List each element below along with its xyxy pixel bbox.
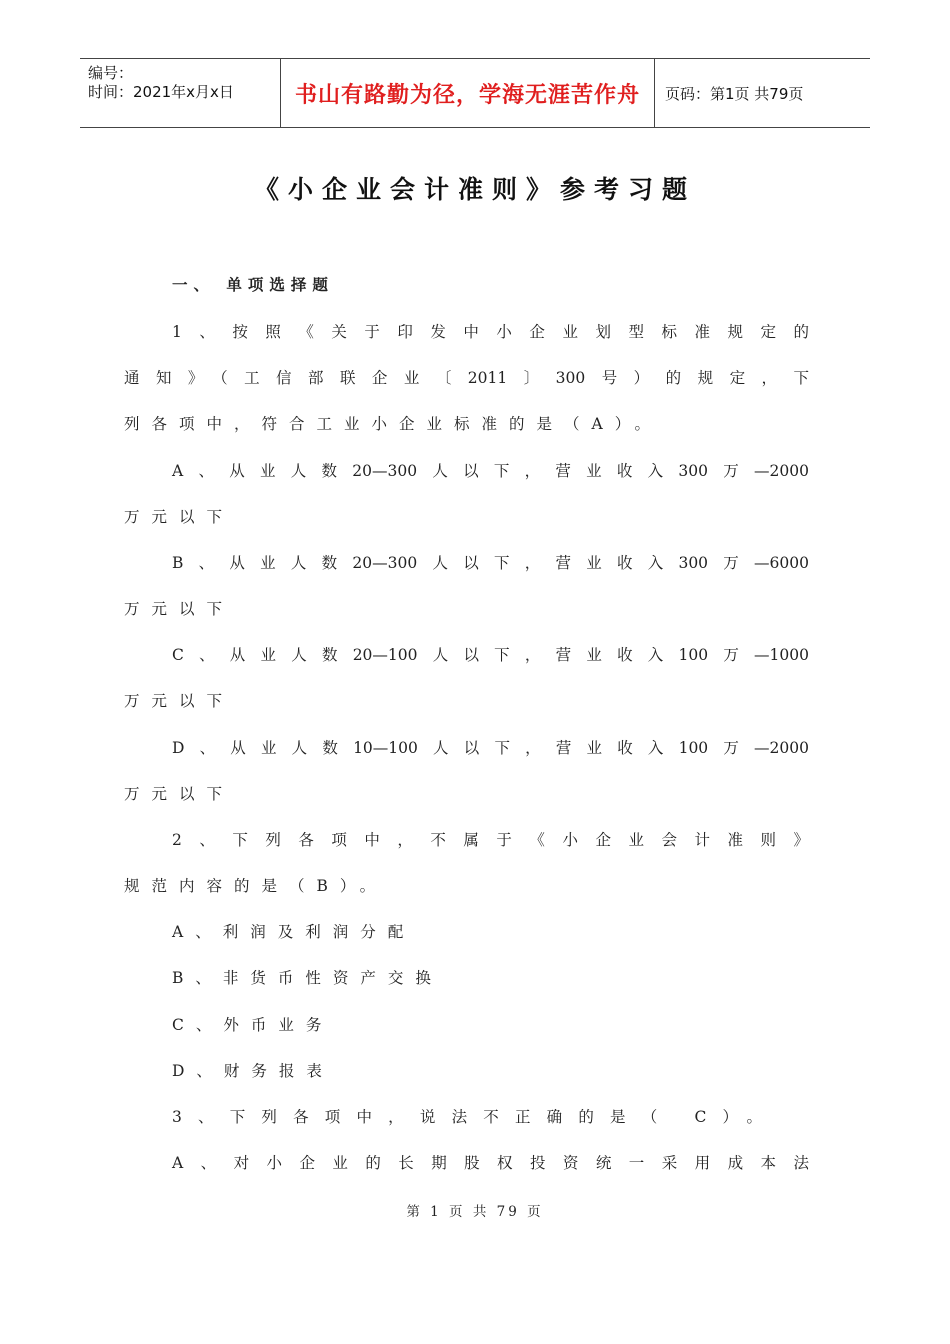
q1-option-c: C、从业人数20—100人以下，营业收入100万—1000 bbox=[172, 646, 809, 664]
q1-option-a-cont: 万元以下 bbox=[124, 508, 235, 526]
q2-option-a: A、利润及利润分配 bbox=[172, 923, 416, 941]
q1-option-b: B、从业人数20—300人以下，营业收入300万—6000 bbox=[172, 554, 809, 572]
header-meta bbox=[80, 59, 281, 127]
q1-option-b-cont: 万元以下 bbox=[124, 600, 235, 618]
q1-option-c-cont: 万元以下 bbox=[124, 692, 235, 710]
header-page-cell bbox=[655, 59, 870, 127]
q2-option-c: C、外币业务 bbox=[172, 1016, 334, 1034]
question-3-line-1: 3、下列各项中，说法不正确的是（ C）。 bbox=[172, 1108, 762, 1126]
q1-option-d: D、从业人数10—100人以下，营业收入100万—2000 bbox=[172, 739, 809, 757]
page-info: 页码：第1页 共79页 bbox=[665, 84, 804, 103]
header-motto-cell bbox=[281, 59, 655, 127]
q2-option-d: D、财务报表 bbox=[172, 1062, 334, 1080]
question-2-line-2: 规范内容的是（B）。 bbox=[124, 877, 388, 895]
question-1-line-1: 1、按照《关于印发中小企业划型标准规定的 bbox=[172, 323, 809, 341]
document-title: 《小企业会计准则》参考习题 bbox=[253, 175, 696, 204]
page-footer: 第 1 页 共 79 页 bbox=[406, 1204, 544, 1220]
q3-option-a: A、对小企业的长期股权投资统一采用成本法 bbox=[172, 1154, 809, 1172]
question-1-line-3: 列各项中，符合工业小企业标准的是（A）。 bbox=[124, 415, 662, 433]
q2-option-b: B、非货币性资产交换 bbox=[172, 969, 443, 987]
question-1-line-2: 通知》（工信部联企业〔2011〕300号）的规定，下 bbox=[124, 369, 809, 387]
question-2-line-1: 2、下列各项中，不属于《小企业会计准则》 bbox=[172, 831, 809, 849]
time-label: 时间：2021年x月x日 bbox=[88, 83, 234, 101]
q1-option-a: A、从业人数20—300人以下，营业收入300万—2000 bbox=[172, 462, 809, 480]
motto-text: 书山有路勤为径，学海无涯苦作舟 bbox=[294, 82, 640, 108]
q1-option-d-cont: 万元以下 bbox=[124, 785, 235, 803]
number-label: 编号： bbox=[88, 64, 134, 82]
section-heading: 一、 单项选择题 bbox=[172, 275, 334, 294]
header-table bbox=[80, 58, 870, 128]
